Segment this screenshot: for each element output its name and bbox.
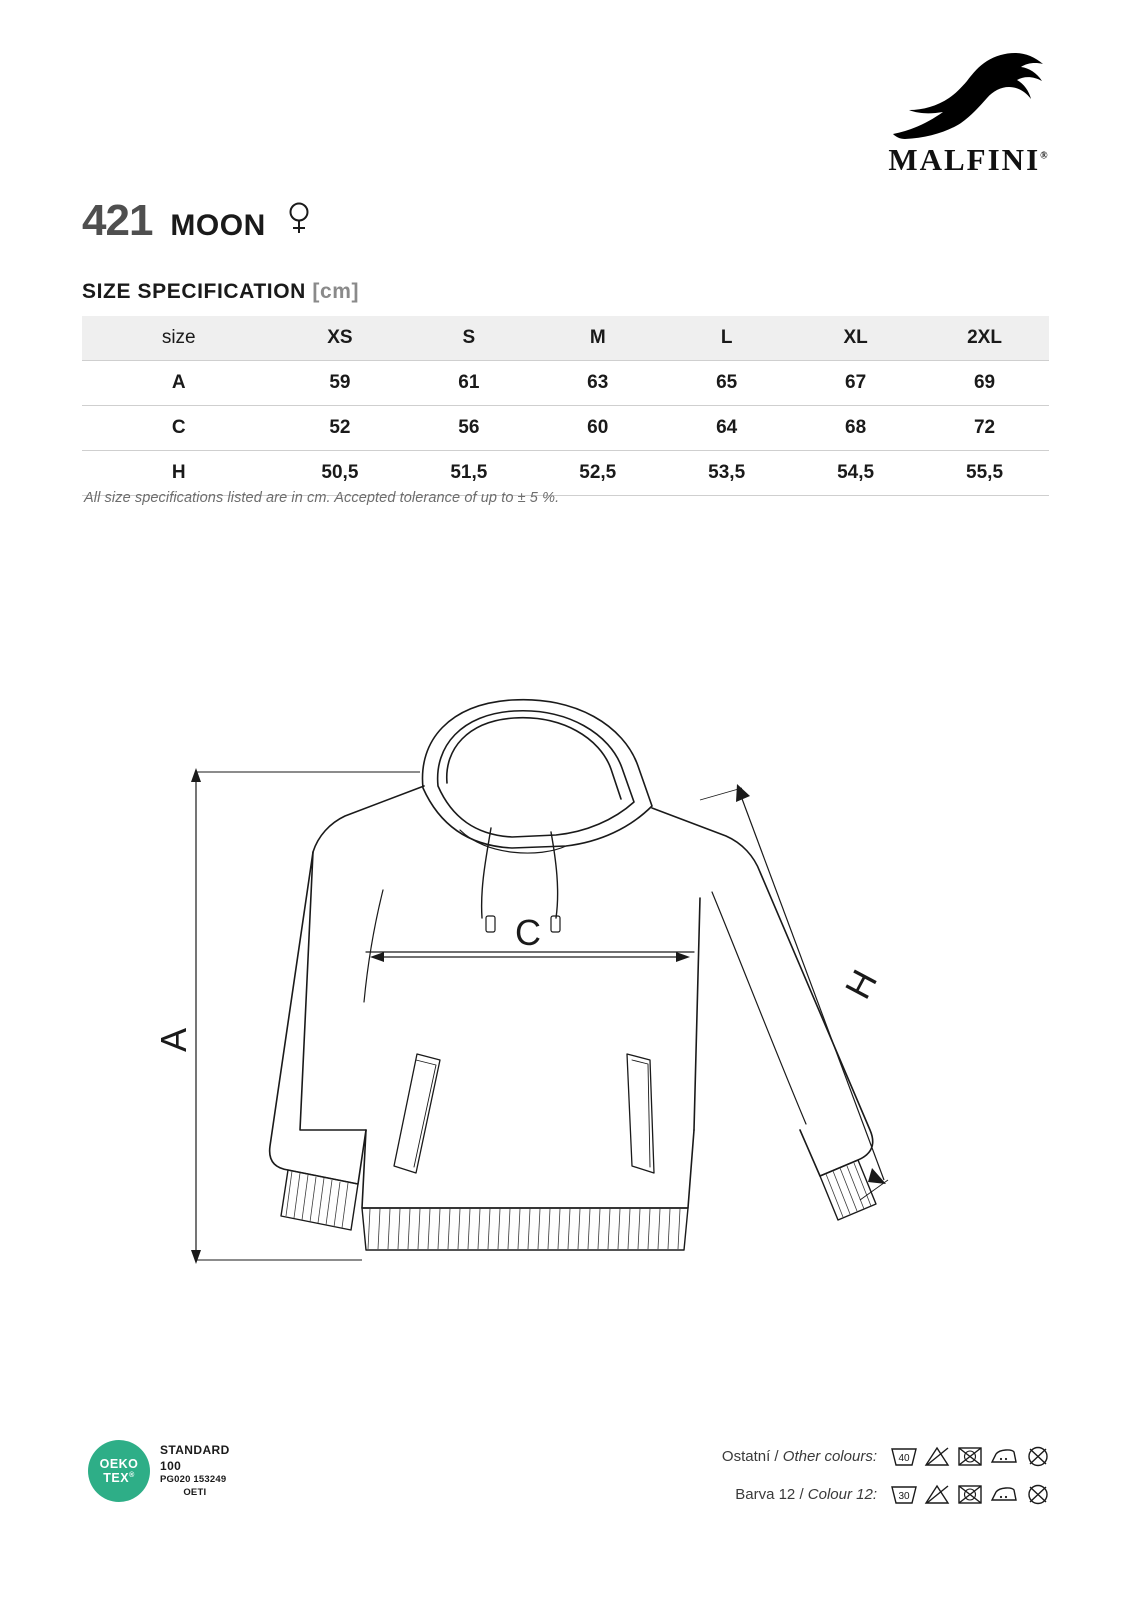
cell-a-m: 63	[587, 372, 609, 393]
eagle-logo-icon	[883, 50, 1053, 140]
column-header-2xl: 2XL	[967, 327, 1002, 348]
cell-c-m: 60	[587, 417, 609, 438]
no-bleach-icon	[922, 1443, 952, 1469]
product-name: MOON	[170, 209, 266, 242]
oeko-tex-badge-icon	[88, 1440, 150, 1502]
cell-h-xs: 50,5	[321, 462, 359, 483]
wash-40-icon	[889, 1443, 919, 1469]
svg-text:30: 30	[898, 1491, 910, 1502]
cell-h-2xl: 55,5	[966, 462, 1004, 483]
cell-a-xs: 59	[329, 372, 351, 393]
oeko-line1: OEKO	[99, 1456, 139, 1471]
oeko-institute: OETI	[183, 1487, 207, 1499]
size-specification-table	[82, 316, 1049, 496]
brand-name: MALFINI®	[888, 142, 1048, 177]
column-header-size: size	[161, 327, 196, 348]
cell-a-l: 65	[716, 372, 738, 393]
cell-c-xs: 52	[329, 417, 351, 438]
care-icon-group-colour12	[889, 1481, 1053, 1507]
page-title	[82, 196, 310, 246]
garment-technical-drawing	[0, 660, 1131, 1320]
cell-c-2xl: 72	[973, 417, 996, 438]
care-row-other-colours	[663, 1437, 1053, 1475]
care-label-colour-12: Barva 12 / Colour 12:	[735, 1485, 877, 1503]
table-header-row	[82, 316, 1049, 361]
iron-low-icon	[988, 1443, 1020, 1469]
row-label-c: C	[171, 417, 186, 438]
cell-h-s: 51,5	[450, 462, 488, 483]
column-header-l: L	[720, 327, 733, 348]
no-tumble-dry-icon	[955, 1443, 985, 1469]
cell-c-xl: 68	[845, 417, 867, 438]
table-row	[82, 451, 1049, 496]
cell-h-l: 53,5	[708, 462, 746, 483]
cell-h-xl: 54,5	[837, 462, 875, 483]
product-code: 421	[82, 196, 153, 245]
cell-a-2xl: 69	[973, 372, 996, 393]
oeko-line2: TEX	[103, 1471, 130, 1485]
wash-30-icon	[889, 1481, 919, 1507]
column-header-m: M	[589, 327, 606, 348]
oeko-tex-certification	[88, 1440, 230, 1502]
oeko-registered-mark: ®	[129, 1471, 135, 1479]
column-header-xs: XS	[327, 327, 353, 348]
care-label-other-colours: Ostatní / Other colours:	[721, 1447, 877, 1465]
cell-a-s: 61	[458, 372, 480, 393]
svg-text:40: 40	[898, 1453, 910, 1464]
column-header-xl: XL	[843, 327, 868, 348]
care-instructions	[663, 1437, 1053, 1513]
cell-c-l: 64	[716, 417, 738, 438]
row-label-h: H	[171, 462, 186, 483]
registered-mark: ®	[1040, 150, 1048, 162]
measure-label-h: H	[836, 963, 886, 1006]
tolerance-note: All size specifications listed are in cm. Accepted tolerance of up to ± 5 %.	[84, 490, 560, 506]
no-dry-clean-icon	[1023, 1481, 1053, 1507]
table-row	[82, 406, 1049, 451]
oeko-certificate-number: PG020 153249	[160, 1474, 227, 1486]
measure-label-a: A	[153, 1027, 194, 1053]
cell-c-s: 56	[458, 417, 480, 438]
care-row-colour-12	[663, 1475, 1053, 1513]
row-label-a: A	[171, 372, 186, 393]
care-icon-group-other	[889, 1443, 1053, 1469]
unit-label: [cm]	[312, 280, 360, 303]
no-dry-clean-icon	[1023, 1443, 1053, 1469]
size-specification-heading: SIZE SPECIFICATION [cm]	[82, 280, 360, 303]
table-row	[82, 361, 1049, 406]
no-bleach-icon	[922, 1481, 952, 1507]
no-tumble-dry-icon	[955, 1481, 985, 1507]
brand-logo	[883, 50, 1053, 178]
oeko-standard-number: 100	[160, 1459, 182, 1474]
oeko-standard-label: STANDARD	[160, 1443, 230, 1457]
cell-a-xl: 67	[845, 372, 867, 393]
column-header-s: S	[462, 327, 476, 348]
measure-label-c: C	[515, 912, 541, 953]
female-gender-icon	[288, 201, 310, 240]
iron-low-icon	[988, 1481, 1020, 1507]
cell-h-m: 52,5	[579, 462, 617, 483]
